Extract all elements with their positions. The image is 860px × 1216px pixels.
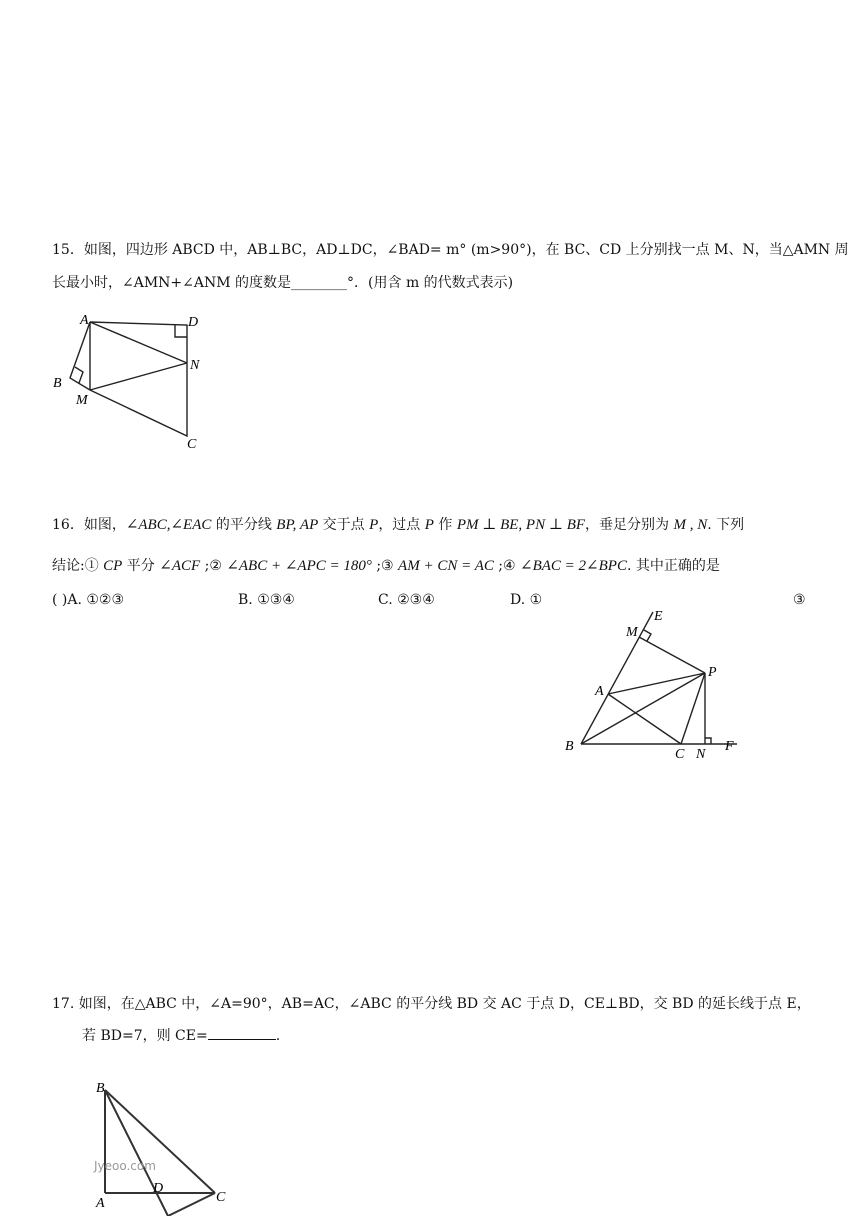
q16-option-c: C. ②③④ bbox=[378, 592, 435, 608]
q15-line-2: 长最小时，∠AMN+∠ANM 的度数是________°．(用含 m 的代数式表示) bbox=[52, 275, 514, 291]
q15-label-a: A bbox=[80, 313, 89, 328]
q16-text: . 下列 bbox=[707, 517, 745, 533]
q16-figure bbox=[560, 606, 750, 766]
q16-text: ;④ bbox=[493, 558, 521, 574]
q16-math: CP bbox=[103, 558, 123, 574]
q16-ray-be bbox=[581, 612, 653, 744]
q16-right-angle-n bbox=[705, 738, 711, 744]
q17-text: . bbox=[275, 1028, 281, 1044]
q16-math: AM + CN = AC bbox=[398, 558, 494, 574]
q16-text: 平分 bbox=[122, 558, 160, 574]
q16-math: P bbox=[369, 517, 379, 533]
q15-label-b: B bbox=[53, 376, 62, 391]
q15-label-c: C bbox=[187, 437, 197, 450]
q16-math: PM ⊥ BE, PN ⊥ BF bbox=[456, 517, 586, 533]
q16-math: ∠ABC + ∠APC = 180° bbox=[226, 558, 372, 574]
q16-label-p: P bbox=[708, 665, 717, 680]
q16-option-b: B. ①③④ bbox=[238, 592, 295, 608]
q15-figure bbox=[48, 310, 218, 450]
q16-text: 的平分线 bbox=[211, 517, 277, 533]
q17-label-d: D bbox=[153, 1181, 164, 1196]
q17-line-1: 17. 如图，在△ABC 中，∠A=90°，AB=AC，∠ABC 的平分线 BD 交 AC 于点 D，CE⊥BD，交 BD 的延长线于点 E， bbox=[52, 996, 811, 1012]
q16-text: . 其中正确的是 bbox=[626, 558, 720, 574]
q16-text: ，过点 bbox=[378, 517, 425, 533]
q17-line-bd-extended bbox=[105, 1090, 168, 1216]
q16-text: ，垂足分别为 bbox=[585, 517, 674, 533]
q16-line-2 bbox=[52, 556, 812, 576]
q15-label-d: D bbox=[188, 315, 199, 330]
q16-math: P bbox=[424, 517, 434, 533]
q16-math: M , N bbox=[673, 517, 708, 533]
q16-text: 交于点 bbox=[318, 517, 370, 533]
q17-text: 若 BD=7，则 CE= bbox=[82, 1028, 208, 1044]
q16-option-a: A. ①②③ bbox=[67, 592, 125, 608]
q15-line-1: 15．如图，四边形 ABCD 中，AB⊥BC，AD⊥DC，∠BAD= m° (m>90°)，在 BC、CD 上分别找一点 M、N，当△AMN 周 bbox=[52, 242, 849, 258]
q17-label-c: C bbox=[216, 1190, 226, 1205]
q16-line-1 bbox=[52, 515, 812, 535]
q17-label-b: B bbox=[96, 1081, 105, 1096]
q15-right-angle-d bbox=[175, 325, 187, 337]
q15-label-m: M bbox=[76, 393, 88, 408]
q15-line-an bbox=[90, 322, 187, 363]
q16-math: BP, AP bbox=[276, 517, 319, 533]
q16-text: 16．如图， bbox=[52, 517, 126, 533]
q15-right-angle-b bbox=[75, 367, 83, 383]
q17-answer-blank[interactable] bbox=[208, 1039, 276, 1040]
q16-label-m: M bbox=[626, 625, 638, 640]
q16-line-cp bbox=[681, 673, 705, 744]
q16-line-ap bbox=[608, 673, 705, 694]
q16-label-a: A bbox=[595, 684, 604, 699]
q16-math: ∠ABC,∠EAC bbox=[125, 517, 212, 533]
q15-label-n: N bbox=[190, 358, 200, 373]
q17-side-bc bbox=[105, 1090, 215, 1193]
q15-line-mn bbox=[90, 363, 187, 390]
q16-text: 作 bbox=[433, 517, 457, 533]
q16-option-tail: ③ bbox=[793, 592, 806, 608]
q16-line-pm bbox=[639, 637, 705, 673]
q16-label-e: E bbox=[654, 609, 663, 624]
q16-label-n: N bbox=[696, 747, 706, 762]
q16-label-c: C bbox=[675, 747, 685, 762]
q16-line-ac bbox=[608, 694, 681, 744]
q16-math: ∠ACF bbox=[159, 558, 201, 574]
q17-figure bbox=[86, 1074, 246, 1216]
q16-math: ∠BAC = 2∠BPC bbox=[520, 558, 627, 574]
q16-option-d: D. ① bbox=[510, 592, 543, 608]
q17-line-ce bbox=[168, 1193, 215, 1216]
q16-paren: ( ) bbox=[52, 592, 68, 608]
q16-label-b: B bbox=[565, 739, 574, 754]
q17-watermark: Jyeoo.com bbox=[94, 1159, 156, 1173]
q16-label-f: F bbox=[725, 739, 734, 754]
q16-text: 结论:① bbox=[52, 558, 104, 574]
q16-text: ;③ bbox=[371, 558, 399, 574]
q17-line-2 bbox=[82, 1026, 842, 1046]
q17-label-a: A bbox=[96, 1196, 105, 1211]
q16-text: ;② bbox=[200, 558, 227, 574]
q16-right-angle-m bbox=[644, 630, 651, 641]
